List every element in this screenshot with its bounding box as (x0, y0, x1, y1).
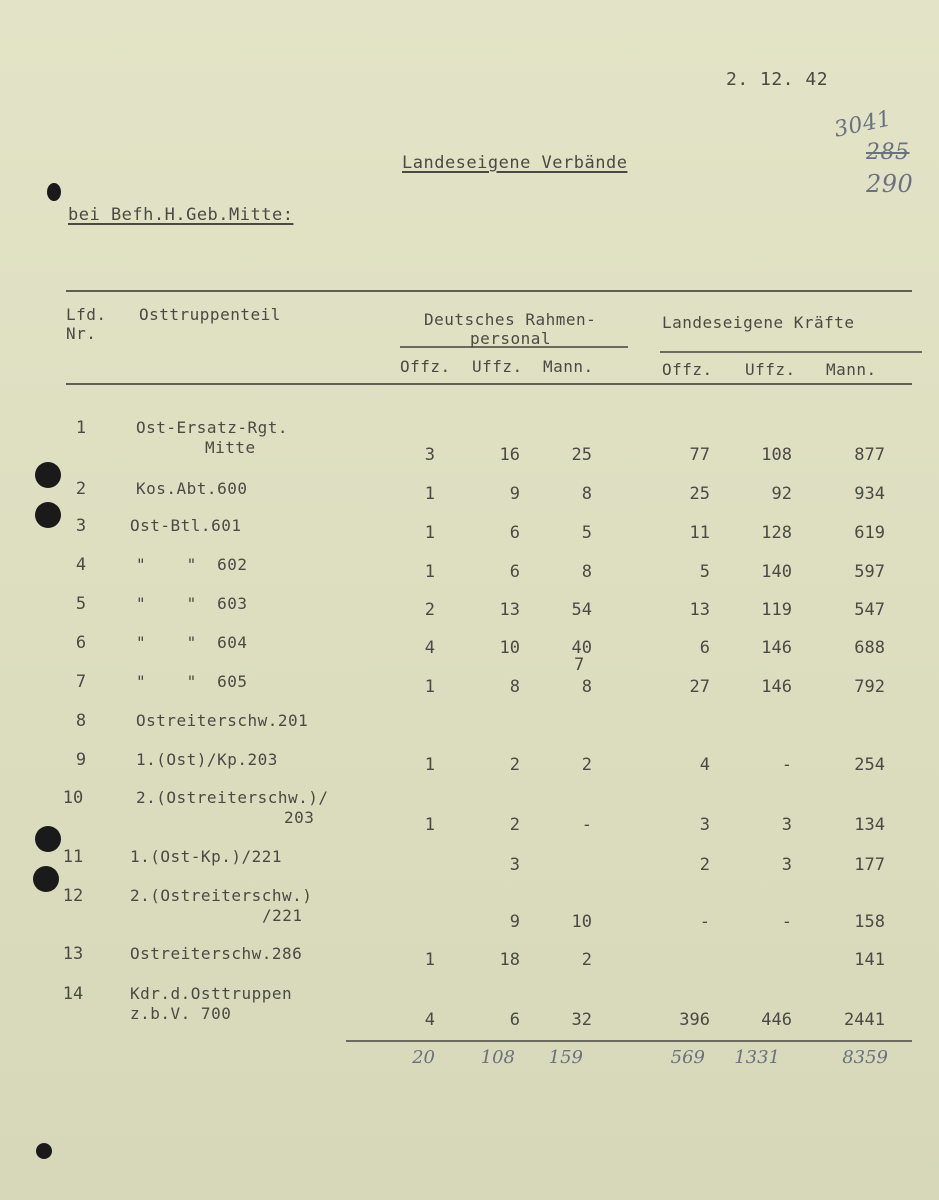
cell-value: 2441 (844, 1010, 885, 1030)
cell-value: 4 (424, 1010, 435, 1030)
unit-name: Ost-Btl.601 (130, 516, 242, 535)
cell-value: 396 (679, 1010, 710, 1030)
handwritten-note: 3041 (832, 106, 894, 143)
sub-header: Mann. (826, 360, 877, 379)
cell-value: 9 (509, 912, 520, 932)
cell-value: 128 (761, 523, 792, 543)
sub-header: Offz. (662, 360, 713, 379)
row-number: 5 (75, 594, 87, 614)
cell-value: 2 (699, 855, 710, 875)
cell-value: 2 (509, 815, 520, 835)
sub-header: Uffz. (472, 357, 523, 376)
total-value: 8359 (842, 1047, 888, 1068)
cell-value: 5 (699, 562, 710, 582)
cell-value: 3 (781, 815, 792, 835)
cell-value: 16 (499, 445, 520, 465)
header-bottom-rule (66, 383, 912, 385)
unit-name: Kdr.d.Osttruppen (130, 984, 293, 1003)
cell-value: 6 (509, 1010, 520, 1030)
row-number: 8 (75, 711, 87, 731)
cell-value: 10 (571, 912, 592, 932)
cell-value: 25 (689, 484, 710, 504)
cell-value: 1 (424, 523, 435, 543)
cell-value: 4 (424, 638, 435, 658)
cell-value: 141 (854, 950, 885, 970)
cell-value: 1 (424, 677, 435, 697)
cell-value: 9 (509, 484, 520, 504)
row-number: 1 (75, 418, 87, 438)
cell-value: 18 (499, 950, 520, 970)
unit-name: z.b.V. 700 (130, 1004, 232, 1023)
cell-value: 8 (581, 677, 592, 697)
cell-value: 5 (581, 523, 592, 543)
cell-value: 177 (854, 855, 885, 875)
group1-header: personal (470, 329, 552, 348)
cell-value: 140 (761, 562, 792, 582)
row-number: 2 (75, 479, 87, 499)
punch-hole (47, 183, 61, 201)
unit-name: /221 (262, 906, 303, 925)
unit-name: Ostreiterschw.286 (130, 944, 303, 963)
punch-hole (36, 1143, 52, 1159)
punch-hole (33, 866, 59, 892)
cell-value: 8 (581, 562, 592, 582)
unit-name: Ost-Ersatz-Rgt. (136, 418, 288, 437)
row-number: 7 (75, 672, 87, 692)
cell-value: - (781, 912, 792, 932)
cell-value: 146 (761, 638, 792, 658)
cell-value: 32 (571, 1010, 592, 1030)
unit-name: Kos.Abt.600 (136, 479, 248, 498)
cell-value: 10 (499, 638, 520, 658)
document-subtitle: bei Befh.H.Geb.Mitte: (68, 205, 294, 225)
total-value: 1331 (734, 1047, 780, 1068)
cell-value: 1 (424, 562, 435, 582)
cell-value: 8 (509, 677, 520, 697)
unit-name: 203 (284, 808, 315, 827)
group2-header: Landeseigene Kräfte (662, 313, 855, 332)
handwritten-note: 290 (866, 170, 914, 198)
cell-value: 254 (854, 755, 885, 775)
total-value: 159 (548, 1047, 583, 1068)
document-date: 2. 12. 42 (726, 69, 829, 90)
unit-name: 1.(Ost)/Kp.203 (136, 750, 278, 769)
col-lfd-header: Lfd. (66, 305, 107, 324)
cell-value: - (699, 912, 710, 932)
cell-value: 108 (761, 445, 792, 465)
unit-name: " " 605 (136, 672, 248, 691)
cell-value: 134 (854, 815, 885, 835)
cell-value: 13 (689, 600, 710, 620)
handwritten-note: 285 (866, 140, 910, 165)
sub-header: Mann. (543, 357, 594, 376)
row-number: 12 (62, 886, 84, 906)
total-value: 569 (670, 1047, 705, 1068)
cell-value: 11 (689, 523, 710, 543)
cell-value: 792 (854, 677, 885, 697)
cell-value: 3 (509, 855, 520, 875)
sub-header: Uffz. (745, 360, 796, 379)
table-top-rule (66, 290, 912, 292)
cell-value: 1 (424, 484, 435, 504)
cell-value: 6 (509, 523, 520, 543)
cell-value: 6 (699, 638, 710, 658)
cell-value: 54 (571, 600, 592, 620)
cell-value: 1 (424, 950, 435, 970)
cell-value: 1 (424, 755, 435, 775)
cell-value: 92 (771, 484, 792, 504)
document-title: Landeseigene Verbände (402, 153, 628, 173)
cell-value: 2 (509, 755, 520, 775)
cell-value: 25 (571, 445, 592, 465)
row-number: 4 (75, 555, 87, 575)
unit-name: " " 602 (136, 555, 248, 574)
row-number: 14 (62, 984, 84, 1004)
cell-value: 40 (571, 638, 592, 658)
total-value: 108 (480, 1047, 515, 1068)
cell-value: 158 (854, 912, 885, 932)
cell-value: 688 (854, 638, 885, 658)
cell-value: 934 (854, 484, 885, 504)
cell-value: 6 (509, 562, 520, 582)
cell-value: 119 (761, 600, 792, 620)
cell-value: 2 (581, 950, 592, 970)
cell-value: 877 (854, 445, 885, 465)
cell-value: 2 (424, 600, 435, 620)
cell-value: 619 (854, 523, 885, 543)
cell-value: 77 (689, 445, 710, 465)
group2-rule (660, 351, 922, 353)
row-number: 3 (75, 516, 87, 536)
cell-value: - (581, 815, 592, 835)
col-unit-header: Osttruppenteil (139, 305, 281, 324)
row-number: 13 (62, 944, 84, 964)
cell-value: - (781, 755, 792, 775)
cell-value: 3 (699, 815, 710, 835)
cell-value: 2 (581, 755, 592, 775)
cell-value: 146 (761, 677, 792, 697)
total-value: 20 (412, 1047, 435, 1068)
row-number: 9 (75, 750, 87, 770)
correction-mark: 7 (574, 655, 585, 675)
row-number: 10 (62, 788, 84, 808)
punch-hole (35, 502, 61, 528)
unit-name: 2.(Ostreiterschw.) (130, 886, 313, 905)
cell-value: 4 (699, 755, 710, 775)
cell-value: 446 (761, 1010, 792, 1030)
cell-value: 597 (854, 562, 885, 582)
sub-header: Offz. (400, 357, 451, 376)
row-number: 11 (62, 847, 84, 867)
totals-rule (346, 1040, 912, 1042)
group1-header: Deutsches Rahmen- (424, 310, 597, 329)
cell-value: 1 (424, 815, 435, 835)
row-number: 6 (75, 633, 87, 653)
col-lfd-header: Nr. (66, 324, 97, 343)
punch-hole (35, 462, 61, 488)
unit-name: 2.(Ostreiterschw.)/ (136, 788, 329, 807)
unit-name: 1.(Ost-Kp.)/221 (130, 847, 282, 866)
unit-name: " " 604 (136, 633, 248, 652)
cell-value: 547 (854, 600, 885, 620)
cell-value: 8 (581, 484, 592, 504)
cell-value: 3 (781, 855, 792, 875)
cell-value: 3 (424, 445, 435, 465)
unit-name: Ostreiterschw.201 (136, 711, 309, 730)
unit-name: Mitte (205, 438, 256, 457)
cell-value: 13 (499, 600, 520, 620)
unit-name: " " 603 (136, 594, 248, 613)
cell-value: 27 (689, 677, 710, 697)
